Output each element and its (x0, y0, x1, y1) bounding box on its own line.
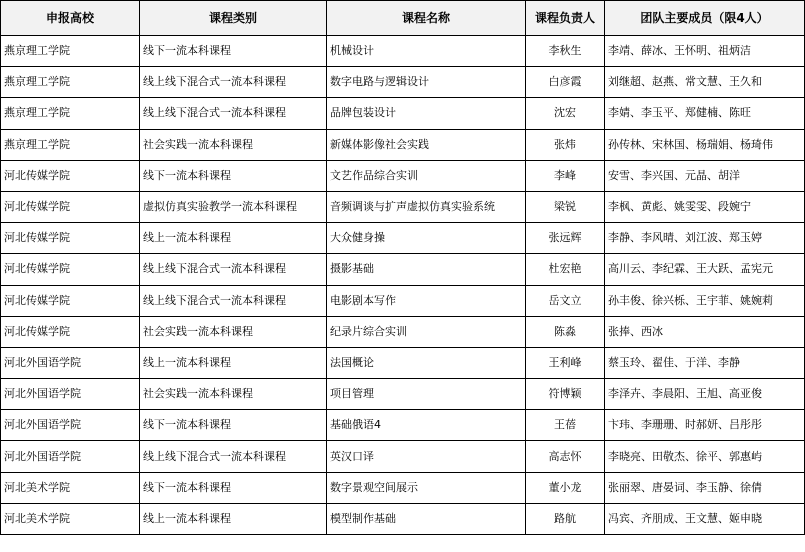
school-cell: 燕京理工学院 (1, 67, 140, 98)
school-cell: 燕京理工学院 (1, 129, 140, 160)
course-name-cell: 纪录片综合实训 (327, 316, 526, 347)
table-row (1, 36, 805, 67)
school-cell: 河北传媒学院 (1, 254, 140, 285)
course-type-cell: 虚拟仿真实验教学一流本科课程 (140, 191, 327, 222)
course-type-cell: 线上线下混合式一流本科课程 (140, 441, 327, 472)
team-members-cell: 冯宾、齐朋成、王文慧、姬申晓 (605, 503, 805, 534)
team-members-cell: 孙传林、宋林国、杨瑞娟、杨琦伟 (605, 129, 805, 160)
table-row (1, 379, 805, 410)
course-type-cell: 社会实践一流本科课程 (140, 316, 327, 347)
course-name-cell: 机械设计 (327, 36, 526, 67)
school-cell: 河北美术学院 (1, 472, 140, 503)
school-cell: 河北外国语学院 (1, 441, 140, 472)
course-name-cell: 模型制作基础 (327, 503, 526, 534)
course-name-cell: 品牌包装设计 (327, 98, 526, 129)
team-members-cell: 张丽翠、唐晏词、李玉静、徐倩 (605, 472, 805, 503)
table-row (1, 410, 805, 441)
course-leader-cell: 张炜 (526, 129, 605, 160)
course-name-cell: 文艺作品综合实训 (327, 160, 526, 191)
team-members-cell: 张捧、西冰 (605, 316, 805, 347)
course-type-cell: 线上一流本科课程 (140, 503, 327, 534)
course-type-cell: 线上线下混合式一流本科课程 (140, 67, 327, 98)
table-row (1, 472, 805, 503)
course-name-cell: 音频调谈与扩声虚拟仿真实验系统 (327, 191, 526, 222)
school-cell: 河北外国语学院 (1, 347, 140, 378)
table-row (1, 503, 805, 534)
course-type-cell: 线上线下混合式一流本科课程 (140, 98, 327, 129)
header-course-type: 课程类别 (140, 1, 327, 36)
course-name-cell: 数字电路与逻辑设计 (327, 67, 526, 98)
course-type-cell: 社会实践一流本科课程 (140, 379, 327, 410)
team-members-cell: 李静、李风晴、刘江波、郑玉婷 (605, 223, 805, 254)
team-members-cell: 卞玮、李珊珊、时郝妍、吕彤彤 (605, 410, 805, 441)
table-row (1, 67, 805, 98)
team-members-cell: 李婧、李玉平、郑健楠、陈旺 (605, 98, 805, 129)
course-type-cell: 线下一流本科课程 (140, 160, 327, 191)
school-cell: 河北传媒学院 (1, 316, 140, 347)
team-members-cell: 李靖、薛冰、王怀明、祖炳洁 (605, 36, 805, 67)
course-leader-cell: 高志怀 (526, 441, 605, 472)
course-leader-cell: 李秋生 (526, 36, 605, 67)
table-row (1, 223, 805, 254)
course-name-cell: 电影剧本写作 (327, 285, 526, 316)
school-cell: 河北美术学院 (1, 503, 140, 534)
school-cell: 燕京理工学院 (1, 36, 140, 67)
course-type-cell: 线上一流本科课程 (140, 347, 327, 378)
team-members-cell: 高川云、李纪霖、王大跃、孟宪元 (605, 254, 805, 285)
school-cell: 河北外国语学院 (1, 379, 140, 410)
header-course-leader: 课程负责人 (526, 1, 605, 36)
table-row (1, 191, 805, 222)
course-name-cell: 数字景观空间展示 (327, 472, 526, 503)
table-row (1, 254, 805, 285)
school-cell: 河北外国语学院 (1, 410, 140, 441)
school-cell: 河北传媒学院 (1, 160, 140, 191)
course-name-cell: 法国概论 (327, 347, 526, 378)
course-leader-cell: 董小龙 (526, 472, 605, 503)
table-row (1, 347, 805, 378)
team-members-cell: 孙丰俊、徐兴栎、王宇菲、姚婉莉 (605, 285, 805, 316)
course-leader-cell: 符博颖 (526, 379, 605, 410)
course-type-cell: 社会实践一流本科课程 (140, 129, 327, 160)
course-name-cell: 新媒体影像社会实践 (327, 129, 526, 160)
course-name-cell: 大众健身操 (327, 223, 526, 254)
course-leader-cell: 路航 (526, 503, 605, 534)
course-type-cell: 线上线下混合式一流本科课程 (140, 254, 327, 285)
table-body (1, 36, 805, 535)
school-cell: 河北传媒学院 (1, 223, 140, 254)
table-row (1, 160, 805, 191)
team-members-cell: 刘继超、赵燕、常文慧、王久和 (605, 67, 805, 98)
course-leader-cell: 梁锐 (526, 191, 605, 222)
team-members-cell: 李枫、黄彪、姚雯雯、段婉宁 (605, 191, 805, 222)
table-row (1, 98, 805, 129)
course-type-cell: 线下一流本科课程 (140, 410, 327, 441)
course-leader-cell: 白彦霞 (526, 67, 605, 98)
course-type-cell: 线上线下混合式一流本科课程 (140, 285, 327, 316)
header-team-members: 团队主要成员（限4人） (605, 1, 805, 36)
header-row (1, 1, 805, 36)
school-cell: 河北传媒学院 (1, 285, 140, 316)
header-school: 申报高校 (1, 1, 140, 36)
course-name-cell: 基础俄语4 (327, 410, 526, 441)
table-row (1, 129, 805, 160)
course-leader-cell: 王蓓 (526, 410, 605, 441)
course-leader-cell: 杜宏艳 (526, 254, 605, 285)
course-name-cell: 摄影基础 (327, 254, 526, 285)
course-leader-cell: 张远辉 (526, 223, 605, 254)
table-row (1, 316, 805, 347)
course-leader-cell: 陈淼 (526, 316, 605, 347)
course-type-cell: 线下一流本科课程 (140, 36, 327, 67)
school-cell: 燕京理工学院 (1, 98, 140, 129)
team-members-cell: 李泽卉、李晨阳、王旭、高亚俊 (605, 379, 805, 410)
school-cell: 河北传媒学院 (1, 191, 140, 222)
team-members-cell: 蔡玉玲、翟佳、于洋、李静 (605, 347, 805, 378)
course-leader-cell: 岳文立 (526, 285, 605, 316)
header-course-name: 课程名称 (327, 1, 526, 36)
course-type-cell: 线上一流本科课程 (140, 223, 327, 254)
team-members-cell: 李晓亮、田敬杰、徐平、郭惠屿 (605, 441, 805, 472)
table-row (1, 285, 805, 316)
course-leader-cell: 沈宏 (526, 98, 605, 129)
course-leader-cell: 李峰 (526, 160, 605, 191)
course-name-cell: 项目管理 (327, 379, 526, 410)
course-leader-cell: 王利峰 (526, 347, 605, 378)
course-name-cell: 英汉口译 (327, 441, 526, 472)
table-row (1, 441, 805, 472)
team-members-cell: 安雪、李兴国、元晶、胡洋 (605, 160, 805, 191)
course-type-cell: 线下一流本科课程 (140, 472, 327, 503)
